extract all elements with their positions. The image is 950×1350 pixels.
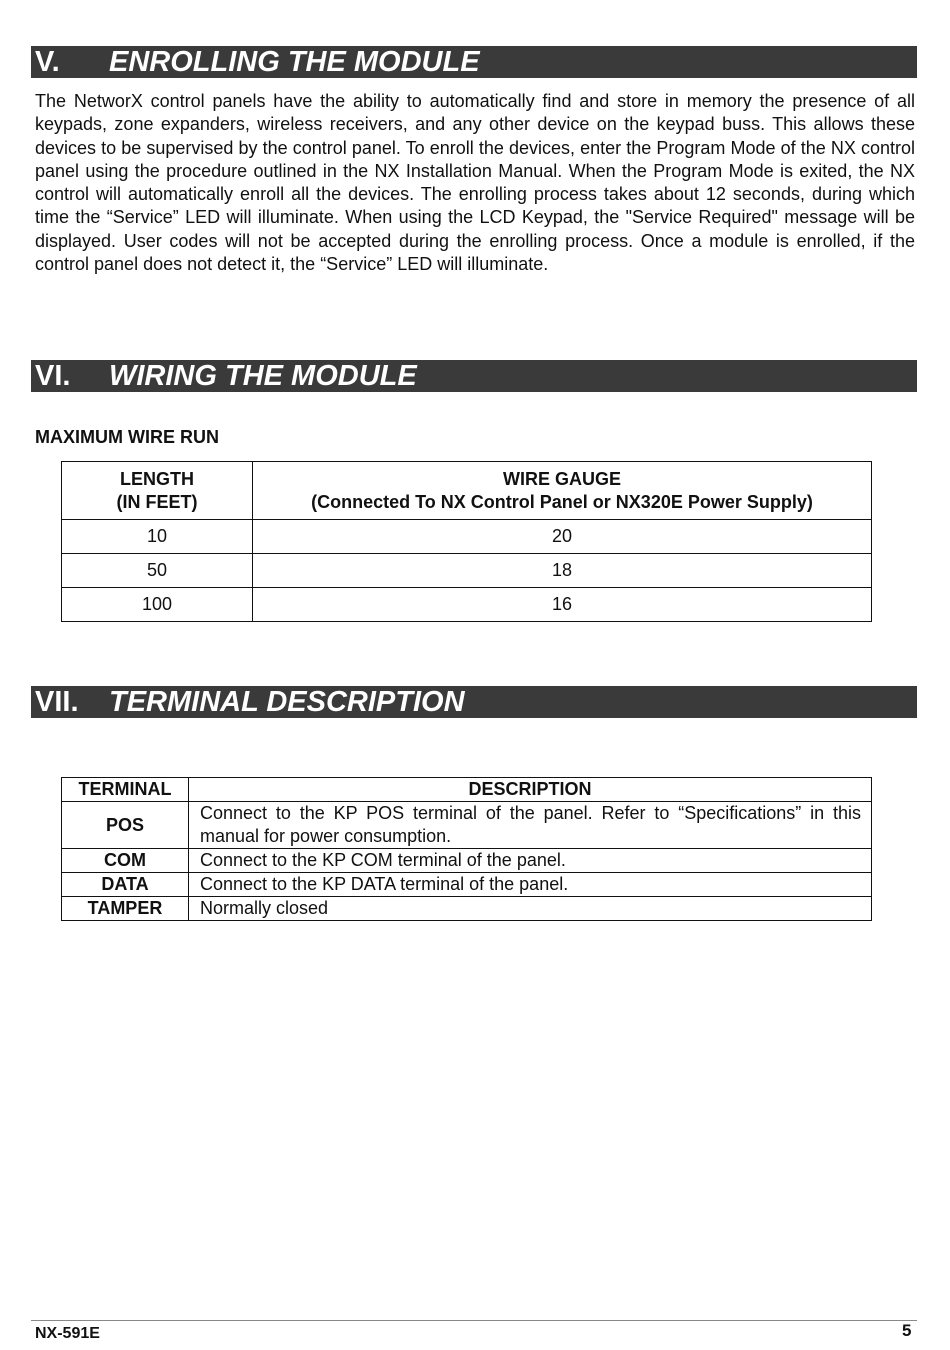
gauge-cell: 16 [253, 588, 872, 622]
page-number: 5 [902, 1321, 912, 1340]
length-header-line2: (IN FEET) [116, 491, 198, 512]
table-row [62, 802, 872, 849]
gauge-header [253, 462, 872, 520]
section-number: VI. [35, 360, 71, 392]
length-cell: 100 [62, 588, 253, 622]
table-row [62, 873, 872, 897]
terminal-header: TERMINAL [62, 778, 189, 802]
gauge-header-line1: WIRE GAUGE [502, 468, 621, 489]
section-heading-wiring [31, 360, 917, 392]
max-wire-run-heading: MAXIMUM WIRE RUN [35, 427, 219, 447]
wire-run-table [61, 461, 872, 622]
terminal-cell: POS [62, 802, 189, 849]
terminal-cell: TAMPER [62, 897, 189, 921]
table-row [62, 554, 872, 588]
length-cell: 50 [62, 554, 253, 588]
section-title: TERMINAL DESCRIPTION [109, 686, 465, 718]
section-title: WIRING THE MODULE [109, 360, 417, 392]
terminal-table [61, 777, 872, 921]
description-header: DESCRIPTION [189, 778, 872, 802]
section-number: VII. [35, 686, 79, 718]
description-cell: Normally closed [189, 897, 872, 921]
length-header-line1: LENGTH [120, 468, 194, 489]
terminal-cell: COM [62, 849, 189, 873]
gauge-cell: 18 [253, 554, 872, 588]
terminal-cell: DATA [62, 873, 189, 897]
length-cell: 10 [62, 520, 253, 554]
table-row [62, 849, 872, 873]
table-header-row [62, 778, 872, 802]
table-row [62, 897, 872, 921]
section-title: ENROLLING THE MODULE [109, 46, 480, 78]
gauge-header-line2: (Connected To NX Control Panel or NX320E Power Supply) [311, 491, 813, 512]
length-header [62, 462, 253, 520]
gauge-cell: 20 [253, 520, 872, 554]
footer-model: NX-591E [35, 1325, 100, 1342]
table-header-row [62, 462, 872, 520]
footer-divider [31, 1320, 917, 1321]
description-cell: Connect to the KP DATA terminal of the panel. [189, 873, 872, 897]
description-cell: Connect to the KP COM terminal of the panel. [189, 849, 872, 873]
section-number: V. [35, 46, 60, 78]
table-row [62, 520, 872, 554]
table-row [62, 588, 872, 622]
enrolling-paragraph: The NetworX control panels have the ability to automatically find and store in memory the presence of all keypads, zone expanders, wireless receivers, and any other device on the keypad buss. This allows these devices to be supervised by the control panel. To enroll the devices, enter the Program Mode of the NX control panel using the procedure outlined in the NX Installation Manual. When the Program Mode is exited, the NX control will automatically enroll all the devices. The enrolling process takes about 12 seconds, during which time the “Service” LED will illuminate. When using the LCD Keypad, the "Service Required" message will be displayed. User codes will not be accepted during the enrolling process. Once a module is enrolled, if the control panel does not detect it, the “Service” LED will illuminate. [35, 91, 915, 275]
section-heading-terminal [31, 686, 917, 718]
section-heading-enrolling [31, 46, 917, 78]
description-cell: Connect to the KP POS terminal of the panel. Refer to “Specifications” in this manual for power consumption. [189, 802, 872, 849]
